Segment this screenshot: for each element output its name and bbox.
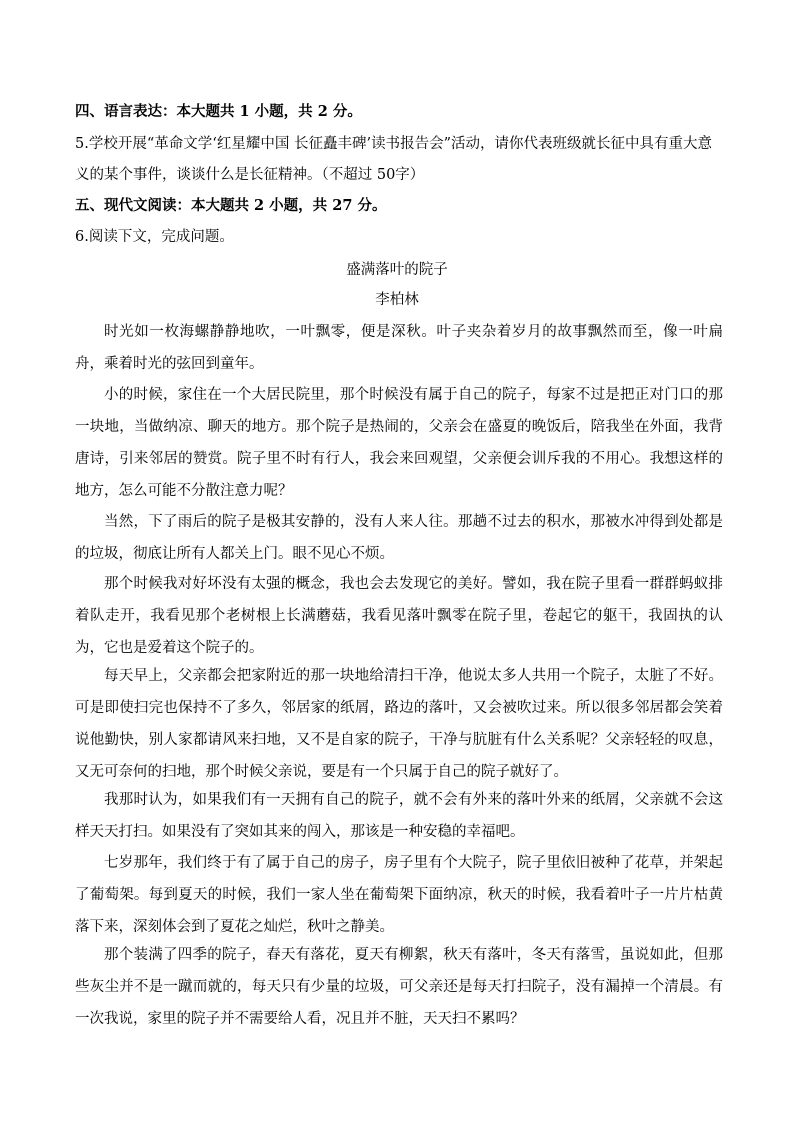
article-author: 李柏林: [375, 292, 419, 308]
section-heading-reading: 五、现代文阅读：本大题共 2 小题，共 27 分。: [75, 197, 387, 214]
article-paragraph-1: 时光如一枚海螺静静地吹，一叶飘零，便是深秋。叶子夹杂着岁月的故事飘然而至，像一叶扁舟，乘着时光的弦回到童年。: [75, 324, 723, 372]
article-paragraph-2: 小的时候，家住在一个大居民院里，那个时候没有属于自己的院子，每家不过是把正对门口的那一块地，当做纳凉、聊天的地方。那个院子是热闹的，父亲会在盛夏的晚饭后，陪我坐在外面，我背唐诗，引来邻居的赞赏。院子里不时有行人，我会来回观望，父亲便会训斥我的不用心。我想这样的地方，怎么可能不分散注意力呢？: [75, 387, 723, 499]
article-paragraph-7: 七岁那年，我们终于有了属于自己的房子，房子里有个大院子，院子里依旧被种了花草，并架起了葡萄架。每到夏天的时候，我们一家人坐在葡萄架下面纳凉，秋天的时候，我看着叶子一片片枯黄落下来，深刻体会到了夏花之灿烂，秋叶之静美。: [75, 855, 723, 935]
question-5-line-2: 义的某个事件，谈谈什么是长征精神。（不超过 50字）: [75, 167, 425, 183]
question-5-line-1: 5.学校开展“革命文学‘红星耀中国 长征矗丰碑’读书报告会”活动，请你代表班级就长征中具有重大意: [75, 136, 712, 152]
article-paragraph-5: 每天早上，父亲都会把家附近的那一块地给清扫干净，他说太多人共用一个院子，太脏了不好。可是即使扫完也保持不了多久，邻居家的纸屑，路边的落叶，又会被吹过来。所以很多邻居都会笑着说他勤快，别人家都请风来扫地，又不是自家的院子，干净与肮脏有什么关系呢？父亲轻轻的叹息，又无可奈何的扫地，那个时候父亲说，要是有一个只属于自己的院子就好了。: [75, 668, 723, 780]
article-paragraph-8: 那个装满了四季的院子，春天有落花，夏天有柳絮，秋天有落叶，冬天有落雪，虽说如此，但那些灰尘并不是一蹴而就的，每天只有少量的垃圾，可父亲还是每天打扫院子，没有漏掉一个清晨。有一次我说，家里的院子并不需要给人看，况且并不脏，天天扫不累吗？: [75, 947, 723, 1027]
article-paragraph-4: 那个时候我对好坏没有太强的概念，我也会去发现它的美好。譬如，我在院子里看一群群蚂蚁排着队走开，我看见那个老树根上长满蘑菇，我看见落叶飘零在院子里，卷起它的躯干，我固执的认为，它也是爱着这个院子的。: [75, 576, 723, 656]
article-title: 盛满落叶的院子: [346, 262, 448, 278]
article-paragraph-6: 我那时认为，如果我们有一天拥有自己的院子，就不会有外来的落叶外来的纸屑，父亲就不会这样天天打扫。如果没有了突如其来的闯入，那该是一种安稳的幸福吧。: [75, 792, 723, 840]
question-6-prompt: 6.阅读下文，完成问题。: [75, 229, 234, 245]
article-paragraph-3: 当然，下了雨后的院子是极其安静的，没有人来人往。那趟不过去的积水，那被水冲得到处都是的垃圾，彻底让所有人都关上门。眼不见心不烦。: [75, 514, 723, 562]
section-heading-language: 四、语言表达：本大题共 1 小题，共 2 分。: [75, 103, 362, 120]
